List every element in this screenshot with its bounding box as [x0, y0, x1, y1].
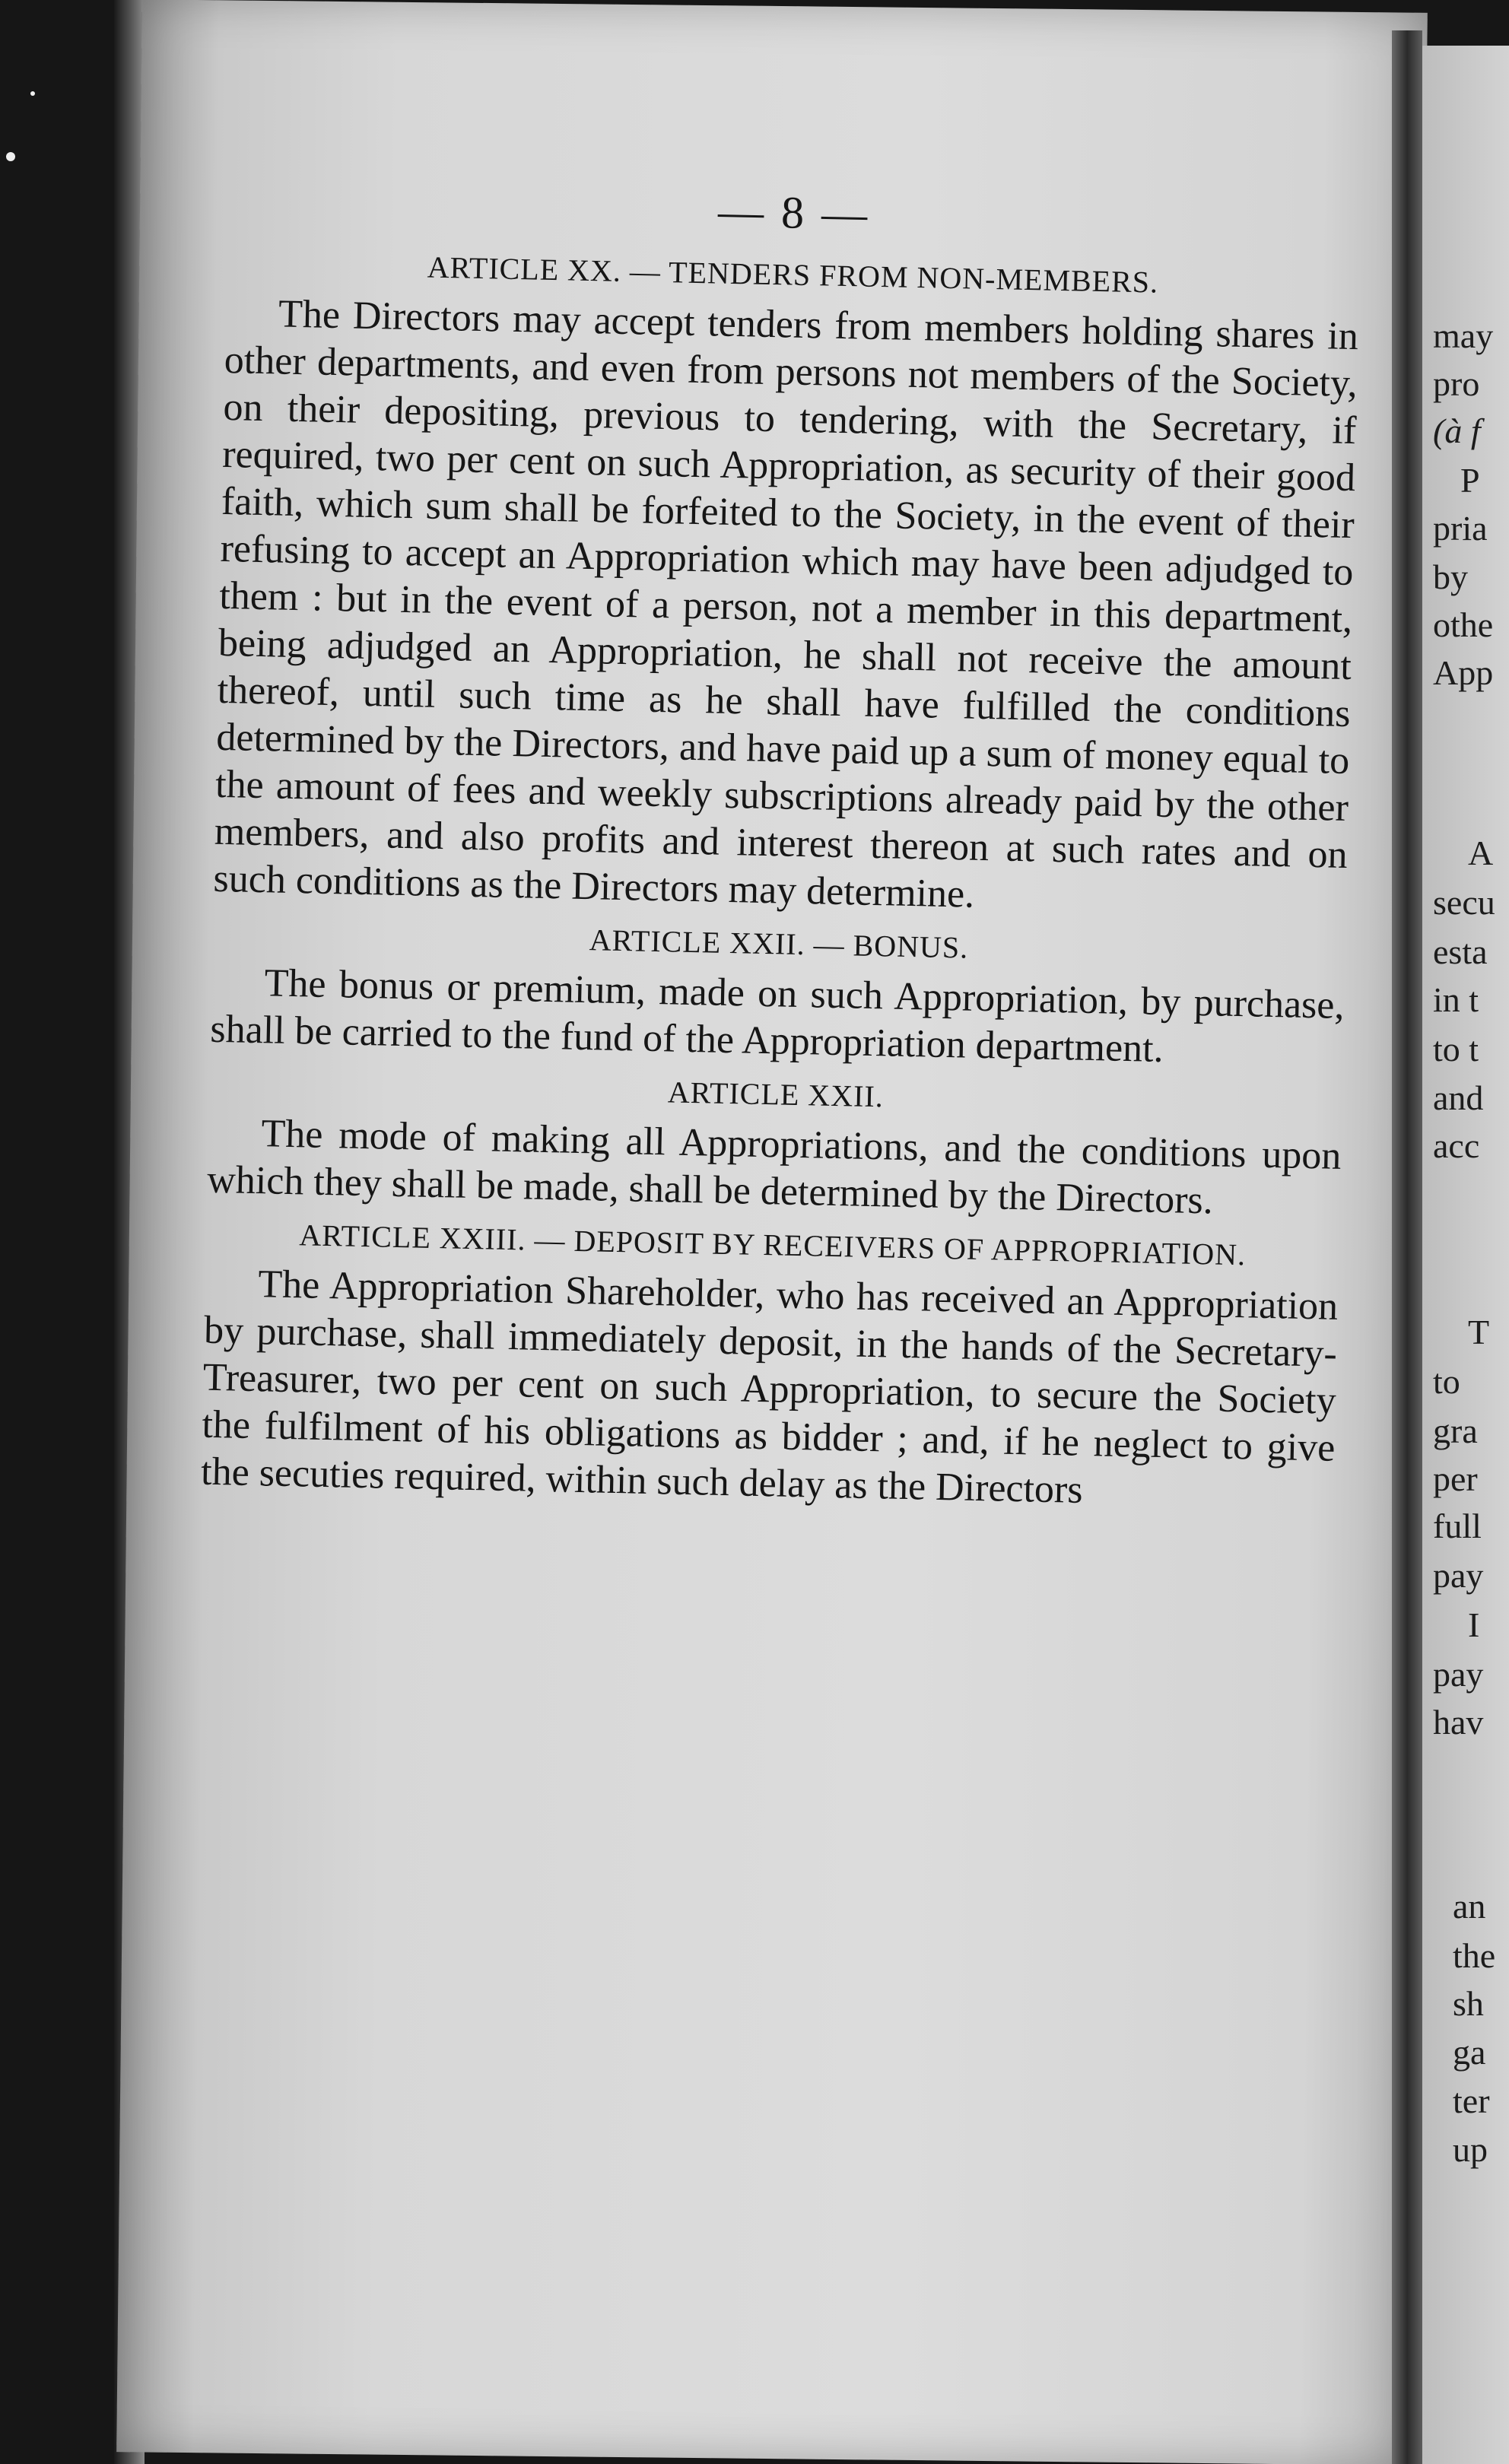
- right-fragment-line: pria: [1433, 509, 1488, 548]
- right-fragment-line: sh: [1453, 1984, 1484, 2023]
- right-fragment-line: App: [1433, 653, 1494, 692]
- right-fragment-line: to t: [1433, 1030, 1479, 1068]
- right-fragment-line: pay: [1433, 1655, 1484, 1694]
- right-page-fragment: [1422, 46, 1509, 2464]
- right-fragment-line: ter: [1453, 2081, 1490, 2120]
- right-fragment-line: acc: [1433, 1126, 1480, 1165]
- right-fragment-line: othe: [1433, 605, 1494, 644]
- article-paragraph: The bonus or premium, made on such Appropriation, by purchase, shall be carried to the fund of the Appropriation department.: [209, 961, 1345, 1071]
- article-heading: ARTICLE XX. — TENDERS FROM NON-MEMBERS.: [427, 249, 1159, 300]
- right-fragment-line: P: [1460, 461, 1480, 500]
- right-fragment-line: secu: [1433, 883, 1495, 922]
- right-fragment-line: by: [1433, 557, 1468, 596]
- right-fragment-line: per: [1433, 1459, 1478, 1498]
- page-number: — 8 —: [717, 186, 871, 240]
- right-fragment-line: in t: [1433, 980, 1479, 1019]
- right-fragment-line: ga: [1453, 2033, 1486, 2072]
- right-fragment-line: to: [1433, 1362, 1460, 1401]
- scan-speck: [30, 91, 35, 96]
- right-fragment-line: I: [1468, 1605, 1480, 1644]
- right-fragment-line: (à f: [1433, 411, 1481, 450]
- book-gutter: [1392, 30, 1422, 2464]
- scan-speck: [6, 152, 15, 161]
- right-fragment-line: pay: [1433, 1556, 1484, 1595]
- right-fragment-line: and: [1433, 1078, 1484, 1117]
- article-paragraph: The mode of making all Appropriations, and the conditions upon which they shall be made, shall be determined by the Directors.: [206, 1112, 1342, 1223]
- article-heading: ARTICLE XXIII. — DEPOSIT BY RECEIVERS OF APPROPRIATION.: [298, 1218, 1247, 1272]
- right-fragment-line: hav: [1433, 1703, 1484, 1742]
- page-text-column: [200, 175, 1361, 1530]
- right-fragment-line: A: [1468, 834, 1494, 872]
- right-fragment-line: pro: [1433, 364, 1480, 403]
- article-heading: ARTICLE XXII.: [667, 1075, 885, 1114]
- right-fragment-line: the: [1453, 1936, 1496, 1975]
- article-paragraph: The Directors may accept tenders from members holding shares in other departments, and even from persons not members of the Society, on their depositing, previous to tendering, with the Secretary, if required, two per cent on such Appropriation, as security of their good faith, which sum shall be forfeited to the Society, in the event of their refusing to accept an Appropriation which may have been adjudged to them : but in the event of a person, not a member in this department, being adjudged an Appropriation, he shall not receive the amount thereof, until such time as he shall have fulfilled the conditions determined by the Directors, and have paid up a sum of money equal to the amount of fees and weekly subscriptions already paid by the other members, and also profits and interest thereon at such rates and on such conditions as the Directors may determine.: [213, 292, 1359, 916]
- right-fragment-line: esta: [1433, 932, 1488, 971]
- right-fragment-line: up: [1453, 2130, 1488, 2169]
- right-fragment-line: full: [1433, 1507, 1482, 1545]
- article-heading: ARTICLE XXII. — BONUS.: [589, 922, 969, 965]
- right-fragment-line: an: [1453, 1887, 1486, 1926]
- right-fragment-line: T: [1468, 1313, 1490, 1351]
- article-paragraph: The Appropriation Shareholder, who has received an Appropriation by purchase, shall immediately deposit, in the hands of the Secretary-Treasurer, two per cent on such Appropriation, to secure the Society the fulfilment of his obligations as bidder ; and, if he neglect to give the secuties required, within such delay as the Directors: [200, 1262, 1339, 1512]
- right-fragment-line: gra: [1433, 1411, 1478, 1450]
- right-fragment-line: may: [1433, 316, 1494, 355]
